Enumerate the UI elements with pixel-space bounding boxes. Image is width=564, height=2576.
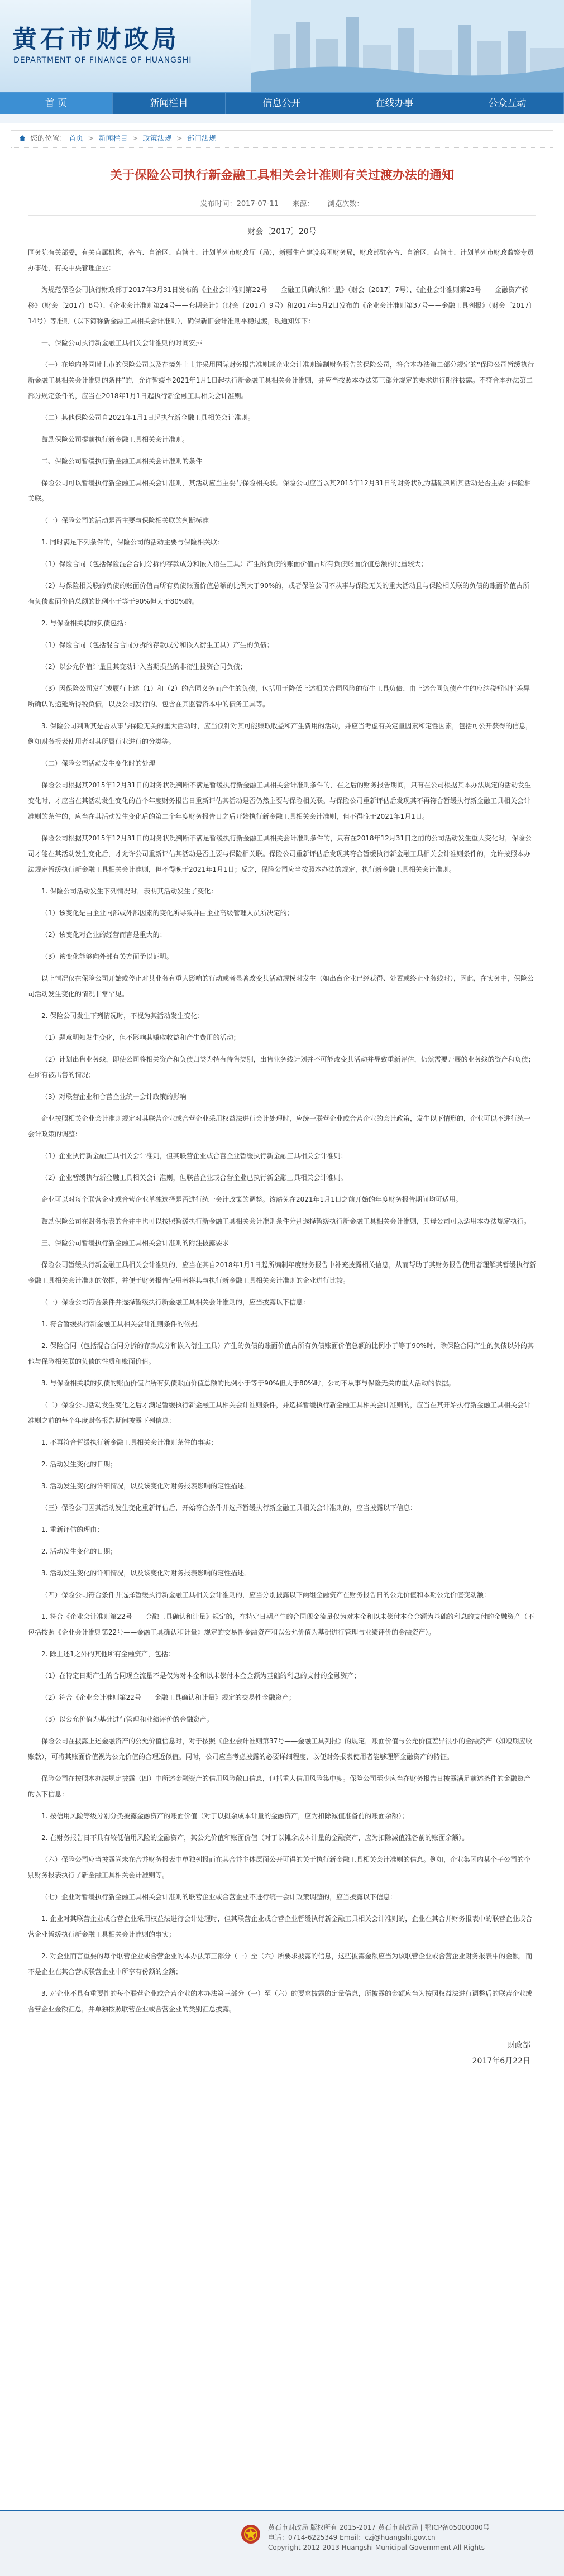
article-paragraph: （3）因保险公司发行或履行上述（1）和（2）的合同义务而产生的负债，包括用于降低上述相关合同风险的衍生工具负债、由上述合同负债产生的应纳税暂时性差异所确认的递延所得税负债，以及公司发行的、包含在其监管资本中的债务工具等。 bbox=[28, 685, 530, 708]
article-paragraph: （2）该变化对企业的经营而言是重大的； bbox=[41, 931, 166, 939]
article-paragraph: 2. 保险公司发生下列情况时，不视为其活动发生变化： bbox=[41, 1012, 204, 1020]
breadcrumb-sep: > bbox=[176, 135, 183, 143]
article-paragraph: 1. 保险公司活动发生下列情况时，表明其活动发生了变化： bbox=[41, 887, 218, 895]
nav-news[interactable]: 新闻栏目 bbox=[113, 93, 226, 114]
view-count: 浏览次数： bbox=[327, 200, 364, 208]
site-footer bbox=[0, 2510, 564, 2576]
site-banner bbox=[0, 0, 564, 92]
content-panel bbox=[11, 130, 553, 2549]
signature-org: 财政部 bbox=[507, 2041, 530, 2050]
article-paragraph: （2）以公允价值计量且其变动计入当期损益的非衍生投资合同负债； bbox=[41, 663, 247, 671]
article-paragraph: （四）保险公司符合条件并选择暂缓执行新金融工具相关会计准则的，应当分别披露以下两组金融资产在财务报告日的公允价值和本期公允价值变动额： bbox=[41, 1591, 491, 1599]
article-paragraph: 二、保险公司暂缓执行新金融工具相关会计准则的条件 bbox=[41, 457, 203, 465]
article-source: 来源： bbox=[292, 200, 314, 208]
footer-contact: 电话：0714-6225349 Email：czj@huangshi.gov.cn bbox=[268, 2534, 436, 2541]
article-paragraph: （六）保险公司应当披露尚未在合并财务报表中单独列报而在其合并主体层面公开可得的关于执行新金融工具相关会计准则的信息。例如，企业集团内某个子公司的个别财务报表执行了新金融工具相关会计准则等。 bbox=[28, 1856, 531, 1879]
article-paragraph: 1. 同时满足下列条件的，保险公司的活动主要与保险相关联： bbox=[41, 538, 224, 546]
article-paragraph: 2. 保险合同（包括混合合同分拆的存款成分和嵌入衍生工具）产生的负债的账面价值占所有负债账面价值总额的比例小于等于90%时，除保险合同产生的负债以外的其他与保险相关联的负债的性质和账面价值。 bbox=[28, 1342, 534, 1365]
article-paragraph: 3. 保险公司判断其是否从事与保险无关的重大活动时，应当仅针对其可能赚取收益和产生费用的活动，并应当考虑有关定量因素和定性因素，包括可公开获得的信息，例如财务报表使用者对其所属行业进行的分类等。 bbox=[28, 722, 533, 745]
breadcrumb-news[interactable]: 新闻栏目 bbox=[98, 135, 128, 143]
article-paragraph: 2. 除上述1之外的其他所有金融资产，包括： bbox=[41, 1650, 175, 1658]
signature-date: 2017年6月22日 bbox=[472, 2057, 530, 2066]
article-paragraph: 3. 活动发生变化的详细情况，以及该变化对财务报表影响的定性描述。 bbox=[41, 1482, 251, 1490]
breadcrumb-prefix: 您的位置： bbox=[30, 135, 67, 143]
article-paragraph: 三、保险公司暂缓执行新金融工具相关会计准则的附注披露要求 bbox=[41, 1239, 230, 1247]
footer-text bbox=[268, 2522, 490, 2553]
article-paragraph: 国务院有关部委，有关直属机构，各省、自治区、直辖市、计划单列市财政厅（局），新疆生产建设兵团财务局，财政部驻各省、自治区、直辖市、计划单列市财政监察专员办事处，有关中央管理企业： bbox=[28, 248, 534, 272]
nav-online-service[interactable]: 在线办事 bbox=[338, 93, 451, 114]
article-paragraph: （1）保险合同（包括保险混合合同分拆的存款成分和嵌入衍生工具）产生的负债的账面价值占所有负债账面价值总额的比重较大； bbox=[41, 560, 428, 568]
publish-date: 发布时间：2017-07-11 bbox=[200, 200, 279, 208]
article-paragraph: 保险公司可以暂缓执行新金融工具相关会计准则，其活动应当主要与保险相关联。保险公司应当以其2015年12月31日的财务状况为基础判断其活动是否主要与保险相关联。 bbox=[28, 479, 532, 503]
article-paragraph: （二）其他保险公司自2021年1月1日起执行新金融工具相关会计准则。 bbox=[41, 414, 255, 422]
nav-info-disclosure[interactable]: 信息公开 bbox=[226, 93, 338, 114]
article-paragraph: 1. 不再符合暂缓执行新金融工具相关会计准则条件的事实； bbox=[41, 1438, 218, 1446]
home-icon bbox=[19, 135, 26, 141]
article-paragraph: 2. 活动发生变化的日期； bbox=[41, 1547, 117, 1555]
article-paragraph: 1. 按信用风险等级分别分类披露金融资产的账面价值（对于以摊余成本计量的金融资产，应为扣除减值准备前的账面余额）； bbox=[41, 1812, 409, 1820]
footer-copyright: 黄石市财政局 版权所有 2015-2017 黄石市财政局 | 鄂ICP备05000000号 bbox=[268, 2524, 490, 2531]
article-paragraph: 2. 活动发生变化的日期； bbox=[41, 1460, 117, 1468]
article-paragraph: （1）该变化是由企业内部或外部因素的变化所导致并由企业高级管理人员所决定的； bbox=[41, 909, 294, 917]
article-paragraph: 3. 与保险相关联的负债的账面价值占所有负债账面价值总额的比例小于等于90%但大于80%时，公司不从事与保险无关的重大活动的依据。 bbox=[41, 1379, 455, 1387]
article-paragraph: （三）保险公司因其活动发生变化重新评估后，开始符合条件并选择暂缓执行新金融工具相关会计准则的，应当披露以下信息： bbox=[41, 1504, 417, 1512]
article-paragraph: 鼓励保险公司在财务报表的合并中也可以按照暂缓执行新金融工具相关会计准则条件分别选择暂缓执行新金融工具相关会计准则，其母公司可以适用本办法规定执行。 bbox=[41, 1217, 531, 1225]
article-meta bbox=[28, 198, 536, 216]
article-paragraph: 保险公司根据其2015年12月31日的财务状况判断不满足暂缓执行新金融工具相关会计准则条件的，只有在2018年12月31日之前的公司活动发生重大变化时，保险公司才能在其活动发生变化后，才允许公司重新评估其活动是否主要与保险相关联。保险公司重新评估后发现其符合暂缓执行新金融工具相关会计准则条件的，允许按照本办法规定暂缓执行新金融工具相关会计准则，但不得晚于2021年1月1日；反之，保险公司应当按照本办法的规定，执行新金融工具相关会计准则。 bbox=[28, 834, 532, 873]
footer-rights: Copyright 2012-2013 Huangshi Municipal Government All Rights bbox=[268, 2544, 485, 2551]
article-paragraph: （1）保险合同（包括混合合同分拆的存款成分和嵌入衍生工具）产生的负债； bbox=[41, 641, 274, 649]
article-paragraph: （二）保险公司活动发生变化之后才满足暂缓执行新金融工具相关会计准则条件，并选择暂缓执行新金融工具相关会计准则的，应当在其开始执行新金融工具相关会计准则之前的每个年度财务报告期间披露下列信息： bbox=[28, 1401, 531, 1425]
article-paragraph: 企业按照相关企业会计准则规定对其联营企业或合营企业采用权益法进行会计处理时，应统一联营企业或合营企业的会计政策，发生以下情形的，企业可以不进行统一会计政策的调整： bbox=[28, 1115, 531, 1138]
article-paragraph: 1. 符合《企业会计准则第22号——金融工具确认和计量》规定的，在特定日期产生的合同现金流量仅为对本金和以未偿付本金金额为基础的利息的支付的金融资产（不包括按照《企业会计准则第22号——金融工具确认和计量》规定的交易性金融资产和以公允价值为基础进行管理与业绩评价的金融资产）。 bbox=[28, 1613, 534, 1636]
national-emblem-icon bbox=[240, 2524, 261, 2545]
signature-block bbox=[11, 2039, 553, 2066]
nav-subbar bbox=[0, 114, 564, 123]
article-paragraph: 以上情况仅在保险公司开始或停止对其业务有重大影响的行动或者显著改变其活动规模时发生（如出台企业已经获得、处置或终止业务线时），因此，在实务中，保险公司活动发生变化的情况非常罕见。 bbox=[28, 974, 534, 998]
article-paragraph: 1. 企业对其联营企业或合营企业采用权益法进行会计处理时，但其联营企业或合营企业暂缓执行新金融工具相关会计准则的，企业在其合并财务报表中的联营企业或合营企业暂缓执行新金融工具相关会计准则的事实； bbox=[28, 1915, 533, 1938]
city-skyline-image bbox=[251, 0, 564, 92]
breadcrumb-home[interactable]: 首页 bbox=[69, 135, 84, 143]
article-title: 关于保险公司执行新金融工具相关会计准则有关过渡办法的通知 bbox=[109, 169, 454, 183]
document-number: 财会〔2017〕20号 bbox=[247, 227, 317, 236]
article-paragraph: （2）与保险相关联的负债的账面价值占所有负债账面价值总额的比例大于90%的，或者保险公司不从事与保险无关的重大活动且与保险相关联的负债的账面价值占所有负债账面价值总额的比例小于等于90%但大于80%的。 bbox=[28, 582, 530, 605]
article-paragraph: （2）企业暂缓执行新金融工具相关会计准则，但联营企业或合营企业已执行新金融工具相关会计准则。 bbox=[41, 1174, 347, 1182]
nav-home[interactable]: 首 页 bbox=[0, 93, 113, 114]
article-paragraph: （2）计划出售业务线，即使公司将相关资产和负债归类为持有待售类别，出售业务线计划并不可能改变其活动并导致重新评估，仍然需要开展的业务线的资产和负债；在所有被出售的情况； bbox=[28, 1055, 535, 1079]
article-paragraph: （一）保险公司的活动是否主要与保险相关联的判断标准 bbox=[41, 517, 209, 524]
article-paragraph: 3. 对企业不具有重要性的每个联营企业或合营企业的本办法第三部分（一）至（六）的要求披露的定量信息，所披露的金额应当为按照权益法进行调整后的联营企业或合营企业金额汇总，并单独按照联营企业或合营企业的类别汇总披露。 bbox=[28, 1990, 533, 2013]
article-paragraph: （二）保险公司活动发生变化时的处理 bbox=[41, 759, 156, 767]
article-paragraph: （3）该变化能够向外部有关方面予以证明。 bbox=[41, 953, 173, 960]
article-paragraph: （1）在特定日期产生的合同现金流量不是仅为对本金和以未偿付本金金额为基础的利息的支付的金融资产； bbox=[41, 1672, 361, 1680]
site-subtitle: DEPARTMENT OF FINANCE OF HUANGSHI bbox=[13, 56, 192, 65]
main-nav bbox=[0, 92, 564, 114]
article-paragraph: 3. 活动发生变化的详细情况，以及该变化对财务报表影响的定性描述。 bbox=[41, 1569, 251, 1577]
article-paragraph: 1. 符合暂缓执行新金融工具相关会计准则条件的依据。 bbox=[41, 1320, 204, 1328]
breadcrumb bbox=[11, 131, 553, 148]
article-paragraph: （一）保险公司符合条件并选择暂缓执行新金融工具相关会计准则的，应当披露以下信息： bbox=[41, 1298, 310, 1306]
article-body bbox=[11, 237, 553, 2017]
article-paragraph: 保险公司暂缓执行新金融工具相关会计准则的，应当在其自2018年1月1日起所编制年度财务报告中补充披露相关信息，从而帮助于其财务报告使用者理解其暂缓执行新金融工具相关会计准则的依据，并便于财务报告使用者将其与执行新金融工具相关会计准则的企业进行比较。 bbox=[28, 1261, 536, 1284]
article-paragraph: 保险公司根据其2015年12月31日的财务状况判断不满足暂缓执行新金融工具相关会计准则条件的，在之后的财务报告期间，只有在公司根据其本办法规定的活动发生变化时，才应当在其活动发生变化的首个年度财务报告日重新评估其活动是否仍然主要与保险相关联。与保险公司重新评估后发现其不再符合暂缓执行新金融工具相关会计准则的条件的，应当在其活动发生变化后的第二个年度财务报告日之后开始执行新金融工具相关会计准则，但不得晚于2021年1月1日。 bbox=[28, 781, 532, 820]
article-paragraph: 2. 对企业而言重要的每个联营企业或合营企业的本办法第三部分（一）至（六）所要求披露的信息，这些披露金额应当为该联营企业或合营企业财务报表中的金额，而不是企业在其合营或联营企业中所享有份额的金额； bbox=[28, 1952, 533, 1976]
breadcrumb-sep: > bbox=[88, 135, 94, 143]
article-paragraph: （1）题意明知发生变化，但不影响其赚取收益和产生费用的活动； bbox=[41, 1034, 240, 1041]
breadcrumb-policy[interactable]: 政策法规 bbox=[142, 135, 172, 143]
article-paragraph: 为规范保险公司执行财政部于2017年3月31日发布的《企业会计准则第22号——金融工具确认和计量》（财会〔2017〕7号）、《企业会计准则第23号——金融资产转移》（财会〔2017〕8号）、《企业会计准则第24号——套期会计》（财会〔2017〕9号）和2017年5月2日发布的《企业会计准则第37号——金融工具列报》（财会〔2017〕14号）等准则（以下简称新金融工具相关会计准则），确保新旧会计准则平稳过渡，现通知如下： bbox=[28, 286, 536, 325]
article-paragraph: （3）对联营企业和合营企业统一会计政策的影响 bbox=[41, 1093, 187, 1101]
article-paragraph: （2）符合《企业会计准则第22号——金融工具确认和计量》规定的交易性金融资产； bbox=[41, 1694, 295, 1702]
article-paragraph: （1）企业执行新金融工具相关会计准则，但其联营企业或合营企业暂缓执行新金融工具相关会计准则； bbox=[41, 1152, 347, 1160]
article-paragraph: 1. 重新评估的理由； bbox=[41, 1526, 104, 1533]
article-paragraph: 企业可以对每个联营企业或合营企业单独选择是否进行统一会计政策的调整。该豁免在2021年1月1日之前开始的年度财务报告期间均可适用。 bbox=[41, 1196, 462, 1203]
article-paragraph: （3）以公允价值为基础进行管理和业绩评价的金融资产。 bbox=[41, 1715, 213, 1723]
article-paragraph: （一）在境内外同时上市的保险公司以及在境外上市并采用国际财务报告准则或企业会计准则编制财务报告的保险公司，符合本办法第二部分规定的“保险公司暂缓执行新金融工具相关会计准则的条件”的，允许暂缓至2021年1月1日起执行新金融工具相关会计准则，并应当按照本办法第三部分规定的要求进行附注披露。不符合本办法第二部分规定条件的，应当在2018年1月1日起执行新金融工具相关会计准则。 bbox=[28, 361, 534, 400]
article-paragraph: 保险公司在按照本办法规定披露（四）中所述金融资产的信用风险敞口信息，包括重大信用风险集中度。保险公司至少应当在财务报告日披露满足前述条件的金融资产的以下信息： bbox=[28, 1775, 531, 1798]
article-paragraph: （七）企业对暂缓执行新金融工具相关会计准则的联营企业或合营企业不进行统一会计政策调整的，应当披露以下信息： bbox=[41, 1893, 397, 1901]
article-paragraph: 保险公司在披露上述金融资产的公允价值信息时，对于按照《企业会计准则第37号——金融工具列报》的规定，账面价值与公允价值差异很小的金融资产（如短期应收账款），可将其账面价值视为公允价值的合理近似值。同时，公司应当考虑披露的必要详细程度，以便财务报表使用者能够理解金融资产的特征。 bbox=[28, 1737, 533, 1761]
article-paragraph: 2. 在财务报告日不具有较低信用风险的金融资产，其公允价值和账面价值（对于以摊余成本计量的金融资产，应为扣除减值准备前的账面余额）。 bbox=[41, 1834, 469, 1842]
article-paragraph: 一、保险公司执行新金融工具相关会计准则的时间安排 bbox=[41, 339, 203, 347]
nav-public-interaction[interactable]: 公众互动 bbox=[451, 93, 564, 114]
breadcrumb-sep: > bbox=[132, 135, 138, 143]
breadcrumb-department-rules[interactable]: 部门法规 bbox=[187, 135, 216, 143]
article-paragraph: 鼓励保险公司提前执行新金融工具相关会计准则。 bbox=[41, 436, 189, 443]
site-title: 黄石市财政局 bbox=[12, 25, 180, 54]
article-paragraph: 2. 与保险相关联的负债包括： bbox=[41, 619, 131, 627]
